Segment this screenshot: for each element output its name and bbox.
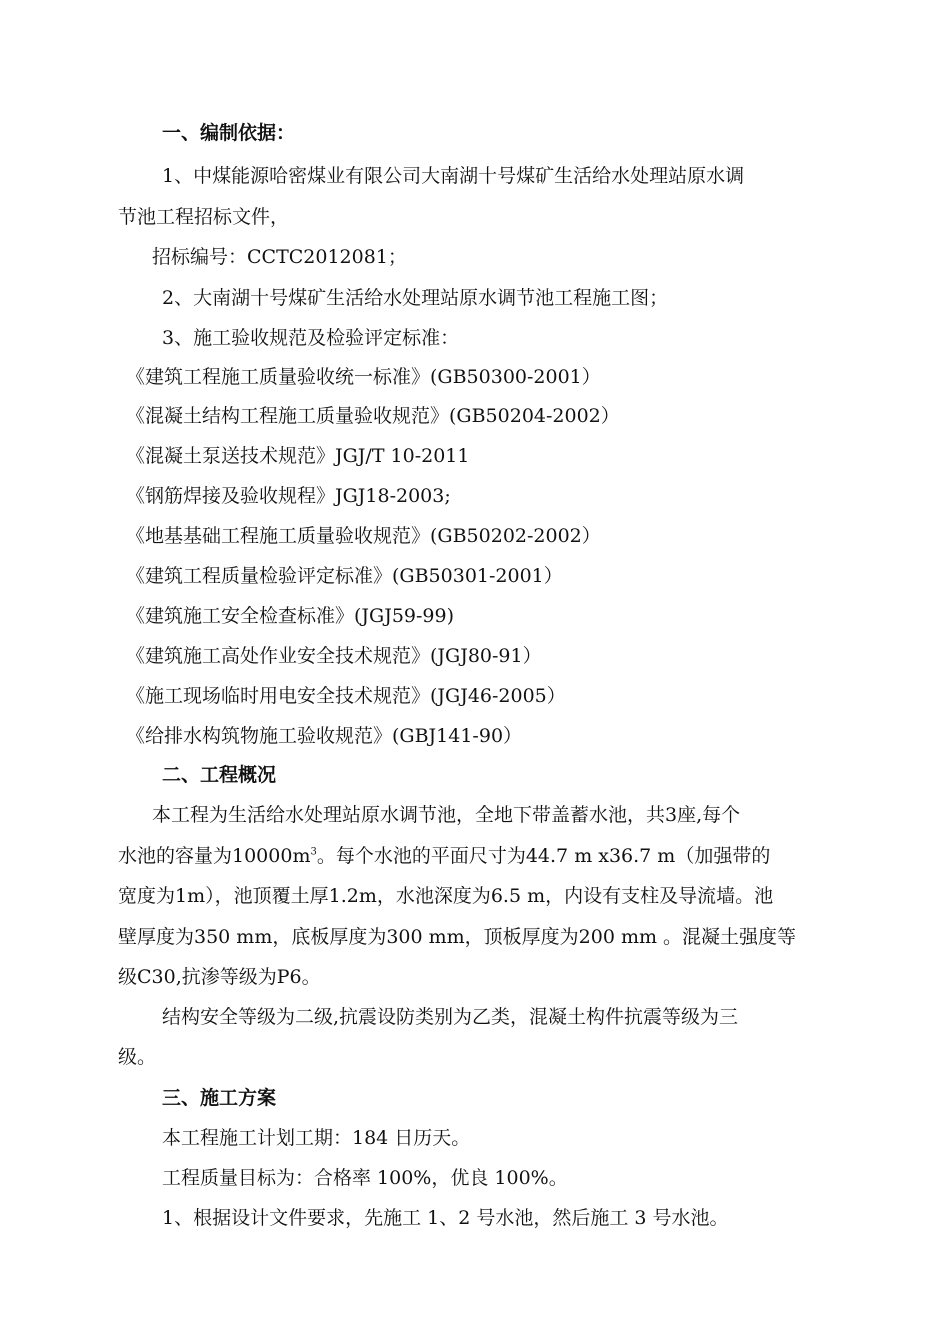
basis-item-1-line-1: 1、中煤能源哈密煤业有限公司大南湖十号煤矿生活给水处理站原水调 <box>162 165 745 187</box>
standard-item: 《建筑工程质量检验评定标准》(GB50301-2001） <box>126 565 563 587</box>
standard-item: 《给排水构筑物施工验收规范》(GBJ141-90） <box>126 725 523 747</box>
standard-item: 《建筑施工高处作业安全技术规范》(JGJ80-91） <box>126 645 542 667</box>
plan-item-1: 1、根据设计文件要求，先施工 1、2 号水池，然后施工 3 号水池。 <box>162 1207 729 1229</box>
standard-item: 《混凝土泵送技术规范》JGJ/T 10-2011 <box>126 445 470 467</box>
overview-paragraph-1-line-5: 级C30,抗渗等级为P6。 <box>118 966 321 988</box>
plan-duration: 本工程施工计划工期：184 日历天。 <box>162 1127 471 1149</box>
section-heading-overview: 二、工程概况 <box>162 764 277 786</box>
basis-item-2: 2、大南湖十号煤矿生活给水处理站原水调节池工程施工图； <box>162 287 669 309</box>
section-heading-basis: 一、编制依据： <box>162 122 296 144</box>
overview-paragraph-2-line-2: 级。 <box>118 1046 157 1068</box>
plan-quality-target: 工程质量目标为：合格率 100%，优良 100%。 <box>162 1167 568 1189</box>
basis-item-3: 3、施工验收规范及检验评定标准： <box>162 327 460 349</box>
standard-item: 《建筑施工安全检查标准》(JGJ59-99) <box>126 605 455 627</box>
standard-item: 《施工现场临时用电安全技术规范》(JGJ46-2005） <box>126 685 566 707</box>
overview-paragraph-1-line-1: 本工程为生活给水处理站原水调节池，全地下带盖蓄水池，共3座,每个 <box>152 804 741 826</box>
standard-item: 《地基基础工程施工质量验收规范》(GB50202-2002） <box>126 525 601 547</box>
overview-paragraph-1-line-2: 水池的容量为$10000m^3$。每个水池的平面尺寸为44.7 m x36.7 m（加强带的 <box>118 845 771 867</box>
tender-number: 招标编号：CCTC2012081； <box>152 246 407 268</box>
basis-item-1-line-2: 节池工程招标文件， <box>118 206 290 228</box>
standard-item: 《混凝土结构工程施工质量验收规范》(GB50204-2002） <box>126 405 620 427</box>
standard-item: 《钢筋焊接及验收规程》JGJ18-2003; <box>126 485 451 507</box>
overview-paragraph-2-line-1: 结构安全等级为二级,抗震设防类别为乙类，混凝土构件抗震等级为三 <box>162 1006 739 1028</box>
section-heading-plan: 三、施工方案 <box>162 1087 277 1109</box>
overview-paragraph-1-line-3: 宽度为1m），池顶覆土厚1.2m，水池深度为6.5 m，内设有支柱及导流墙。池 <box>118 885 774 907</box>
standard-item: 《建筑工程施工质量验收统一标准》(GB50300-2001） <box>126 366 601 388</box>
superscript: 3 <box>310 846 317 858</box>
overview-paragraph-1-line-4: 壁厚度为350 mm，底板厚度为300 mm，顶板厚度为200 mm 。混凝土强度等 <box>118 926 797 948</box>
